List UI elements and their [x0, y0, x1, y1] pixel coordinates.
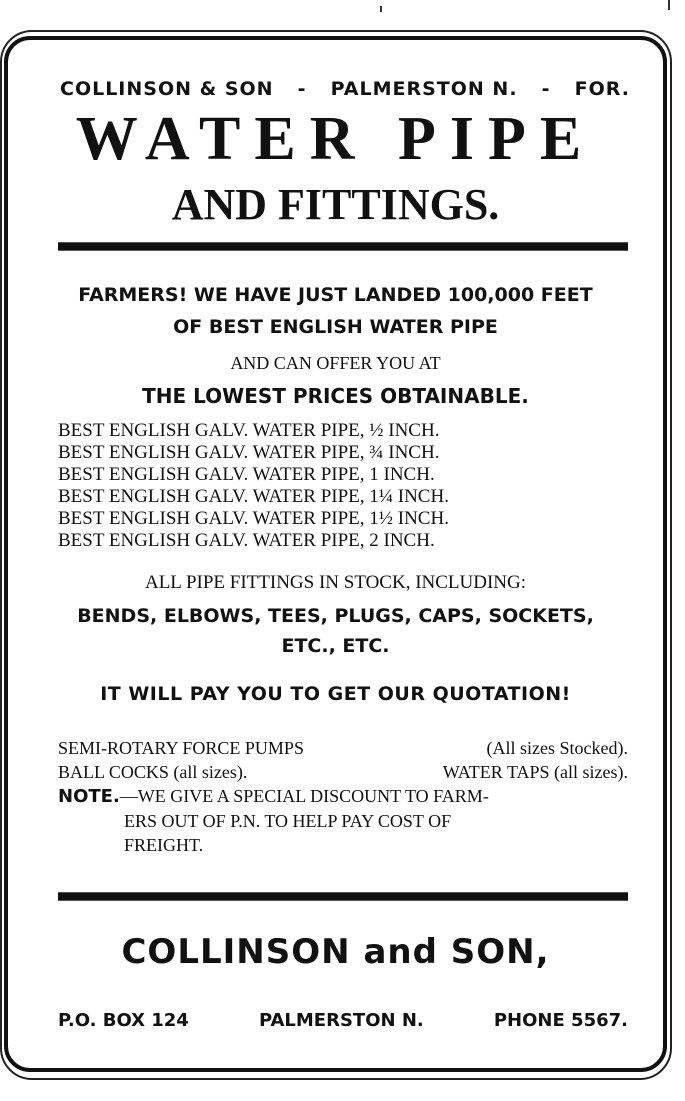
pumps-sizes: (All sizes Stocked). — [486, 738, 628, 758]
taps-text: WATER TAPS (all sizes). — [442, 762, 628, 782]
print-mark — [380, 6, 382, 12]
note-label: NOTE. — [58, 786, 120, 807]
cocks-row — [58, 760, 628, 784]
header-town: PALMERSTON N. — [330, 78, 518, 100]
po-box: P.O. BOX 124 — [58, 1010, 189, 1031]
pumps-row — [58, 736, 628, 760]
fittings-line-3: ETC., ETC. — [281, 635, 390, 657]
header-separator: - — [297, 78, 307, 100]
print-mark — [668, 0, 670, 10]
quotation-line: IT WILL PAY YOU TO GET OUR QUOTATION! — [100, 683, 571, 705]
note-line-1 — [58, 784, 628, 809]
cocks-text: BALL COCKS (all sizes). — [58, 762, 248, 782]
intro-line-3: AND CAN OFFER YOU AT — [230, 353, 441, 373]
intro-line-2: OF BEST ENGLISH WATER PIPE — [173, 316, 498, 338]
pipe-list — [58, 420, 618, 552]
pipe-item: BEST ENGLISH GALV. WATER PIPE, ¾ INCH. — [58, 442, 440, 463]
pipe-item: BEST ENGLISH GALV. WATER PIPE, 1½ INCH. — [58, 508, 449, 529]
pipe-item: BEST ENGLISH GALV. WATER PIPE, 1¼ INCH. — [58, 486, 449, 507]
divider-rule — [58, 892, 628, 901]
pipe-item: BEST ENGLISH GALV. WATER PIPE, 1 INCH. — [58, 464, 435, 485]
header-separator: - — [541, 78, 551, 100]
footer — [58, 1010, 628, 1031]
divider-rule — [58, 242, 628, 251]
intro-line-1: FARMERS! WE HAVE JUST LANDED 100,000 FEET — [78, 284, 593, 306]
header-for: FOR. — [574, 78, 630, 100]
footer-town: PALMERSTON N. — [258, 1010, 424, 1031]
fittings-line-2: BENDS, ELBOWS, TEES, PLUGS, CAPS, SOCKETS, — [77, 605, 594, 627]
phone-number: PHONE 5567. — [493, 1010, 628, 1031]
note-line-3: FREIGHT. — [124, 835, 204, 855]
intro-line-4: THE LOWEST PRICES OBTAINABLE. — [142, 384, 529, 408]
extras-block — [58, 736, 628, 857]
header-line — [60, 78, 630, 100]
company-name: COLLINSON and SON, — [121, 932, 550, 972]
headline-water-pipe: WATER PIPE — [75, 105, 596, 173]
pipe-item: BEST ENGLISH GALV. WATER PIPE, ½ INCH. — [58, 420, 440, 441]
note-text: —WE GIVE A SPECIAL DISCOUNT TO FARM- — [119, 786, 489, 806]
pipe-item: BEST ENGLISH GALV. WATER PIPE, 2 INCH. — [58, 530, 435, 551]
advertisement — [18, 40, 653, 1065]
headline-fittings: AND FITTINGS. — [171, 180, 500, 229]
note-line-2: ERS OUT OF P.N. TO HELP PAY COST OF — [124, 811, 452, 831]
header-company: COLLINSON & SON — [60, 78, 274, 100]
pumps-text: SEMI-ROTARY FORCE PUMPS — [58, 738, 304, 758]
fittings-line-1: ALL PIPE FITTINGS IN STOCK, INCLUDING: — [144, 572, 527, 593]
